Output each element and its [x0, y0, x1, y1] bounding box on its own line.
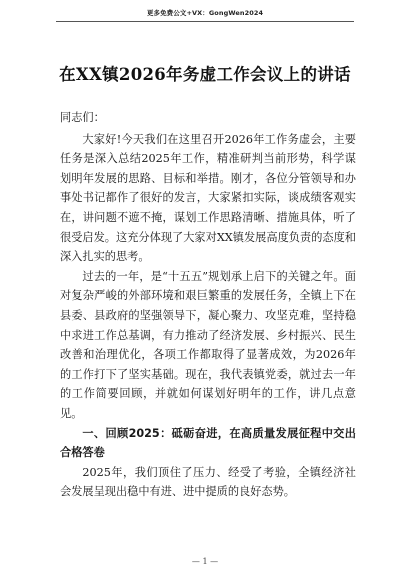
paragraph-opening: 大家好!今天我们在这里召开2026年工作务虚会，主要任务是深入总结2025年工作，精准研判当前形势，科学谋划明年发展的思路、目标和举措。刚才，各位分管领导和办事处书记都作了很好的发言，大家紧扣实际，谈成绩客观实在，讲问题不遮不掩，谋划工作思路清晰、措施具体，听了很受启发。这充分体现了大家对XX镇发展高度负责的态度和深入扎实的思考。 — [60, 132, 356, 264]
page-number: — 1 — — [191, 557, 219, 566]
paragraph-section-intro: 2025年，我们顶住了压力、经受了考验，全镇经济社会发展呈现出稳中有进、进中提质的良好态势。 — [60, 465, 356, 499]
document-body — [60, 108, 356, 502]
header-note: 更多免费公文+VX：GongWen2024 — [146, 9, 264, 17]
section-heading: 一、回顾2025：砥砺奋进，在高质量发展征程中交出合格答卷 — [60, 426, 356, 460]
paragraph-review: 过去的一年，是“十五五”规划承上启下的关键之年。面对复杂严峻的外部环境和艰巨繁重的发展任务，全镇上下在县委、县政府的坚强领导下，凝心聚力、攻坚克难，坚持稳中求进工作总基调，有力推动了经济发展、乡村振兴、民生改善和治理优化，各项工作都取得了显著成效，为2026年的工作打下了坚实基础。现在，我代表镇党委，就过去一年的工作简要回顾，并就如何谋划好明年的工作，讲几点意见。 — [60, 269, 356, 420]
document-title: 在XX镇2026年务虚工作会议上的讲话 — [59, 65, 351, 84]
header-divider — [56, 21, 354, 22]
salutation: 同志们： — [60, 111, 105, 124]
